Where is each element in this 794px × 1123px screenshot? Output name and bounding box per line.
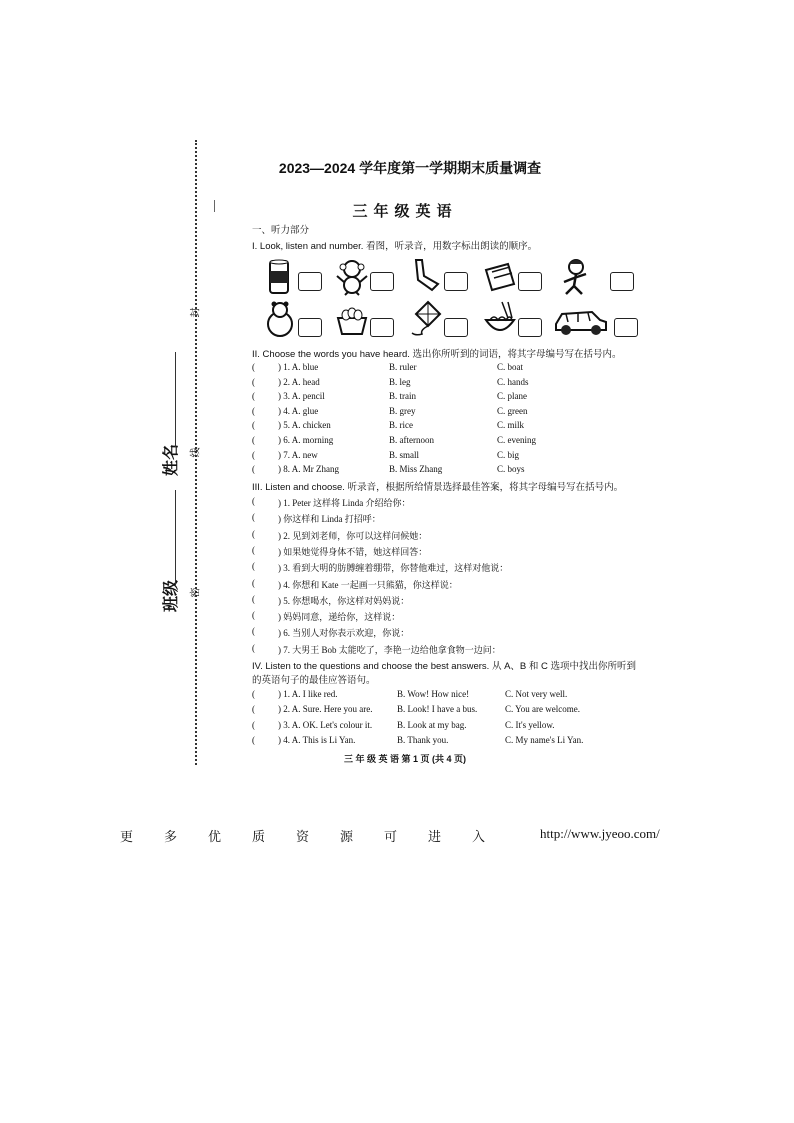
option-c: C. hands xyxy=(497,376,529,387)
part3-heading: III. Listen and choose. 听录音，根据所给情景选择最佳答案，将其字母编号写在括号内。 xyxy=(252,482,624,493)
option-b: B. Look! I have a bus. xyxy=(397,704,478,715)
option-b: B. Look at my bag. xyxy=(397,719,467,730)
answer-bracket[interactable]: ( xyxy=(252,577,255,588)
answer-bracket[interactable]: ( xyxy=(252,405,255,416)
situation-row xyxy=(252,643,632,657)
situation-text: ) 如果她觉得身体不错，她这样回答： xyxy=(278,546,428,557)
situation-row xyxy=(252,496,632,510)
question-row xyxy=(252,735,632,749)
bear-icon xyxy=(262,300,298,338)
situation-text: ) 1. Peter 这样将 Linda 介绍给你： xyxy=(278,498,411,508)
option-b: B. rice xyxy=(389,420,413,431)
answer-bracket[interactable]: ( xyxy=(252,719,255,730)
option-a: ) 6. A. morning xyxy=(278,435,334,445)
question-row xyxy=(252,435,632,449)
situation-row xyxy=(252,529,632,543)
situation-row xyxy=(252,594,632,608)
option-b: B. afternoon xyxy=(389,435,434,445)
option-c: C. It's yellow. xyxy=(505,719,555,730)
answer-bracket[interactable]: ( xyxy=(252,544,255,555)
part4-heading-line1: IV. Listen to the questions and choose the best answers. 从 A、B 和 C 选项中找出你所听到 xyxy=(252,661,637,672)
answer-bracket[interactable]: ( xyxy=(252,704,255,715)
question-row xyxy=(252,377,632,391)
promo-text: 更多优质资源可进入 xyxy=(120,829,517,844)
question-row xyxy=(252,720,632,734)
option-c: C. You are welcome. xyxy=(505,704,580,715)
page-footer: 三 年 级 英 语 第 1 页 (共 4 页) xyxy=(343,754,466,764)
answer-box[interactable] xyxy=(298,318,322,337)
answer-box[interactable] xyxy=(614,318,638,337)
situation-text: ) 7. 大男王 Bob 太能吃了，李艳一边给他拿食物一边问： xyxy=(278,644,501,655)
option-c: C. Not very well. xyxy=(505,689,568,699)
question-row xyxy=(252,464,632,478)
option-a: ) 1. A. blue xyxy=(278,362,319,372)
answer-bracket[interactable]: ( xyxy=(252,626,255,637)
option-b: B. Wow! How nice! xyxy=(397,689,470,699)
option-a: ) 2. A. head xyxy=(278,376,320,387)
arm-icon xyxy=(408,258,444,296)
option-a: ) 1. A. I like red. xyxy=(278,689,338,699)
picture-row-2 xyxy=(262,300,642,342)
answer-bracket[interactable]: ( xyxy=(252,528,255,539)
answer-box[interactable] xyxy=(444,318,468,337)
option-a: ) 4. A. This is Li Yan. xyxy=(278,734,356,745)
situation-text: ) 3. 看到大明的肪膊缠着绷带，你替他难过，这样对他说： xyxy=(278,563,509,574)
option-b: B. Miss Zhang xyxy=(389,464,443,475)
option-b: B. train xyxy=(389,391,416,402)
option-c: C. green xyxy=(497,405,528,416)
noodles-icon xyxy=(482,300,518,338)
promo-line xyxy=(120,826,680,845)
situation-text: ) 4. 你想和 Kate 一起画一只熊猫，你这样说： xyxy=(278,579,458,590)
pencil-box-icon xyxy=(482,258,518,296)
answer-box[interactable] xyxy=(370,272,394,291)
exam-subtitle: 三年级英语 xyxy=(352,204,458,220)
answer-box[interactable] xyxy=(518,318,542,337)
class-write-line xyxy=(175,490,176,585)
cola-can-icon xyxy=(262,258,298,296)
class-label: 班级 xyxy=(163,579,180,612)
answer-bracket[interactable]: ( xyxy=(252,391,255,402)
situation-text: ) 6. 当别人对你表示欢迎，你说： xyxy=(278,628,410,639)
option-a: ) 8. A. Mr Zhang xyxy=(278,464,339,475)
egg-basket-icon xyxy=(334,300,370,338)
kite-icon xyxy=(408,300,444,338)
answer-box[interactable] xyxy=(298,272,322,291)
line-mark: 线 xyxy=(190,447,202,458)
top-mark: 封 xyxy=(190,307,202,318)
promo-url[interactable]: http://www.jyeoo.com/ xyxy=(540,826,660,841)
answer-bracket[interactable]: ( xyxy=(252,496,255,506)
option-c: C. big xyxy=(497,449,520,460)
question-row xyxy=(252,420,632,434)
question-row xyxy=(252,362,632,376)
situation-row xyxy=(252,578,632,592)
situation-text: ) 妈妈同意，递给你，这样说： xyxy=(278,612,401,623)
answer-bracket[interactable]: ( xyxy=(252,376,255,387)
option-a: ) 2. A. Sure. Here you are. xyxy=(278,704,373,715)
exam-title: 2023—2024 学年度第一学期期末质量调查 xyxy=(278,160,542,176)
answer-bracket[interactable]: ( xyxy=(252,420,255,431)
option-c: C. plane xyxy=(497,391,527,402)
answer-bracket[interactable]: ( xyxy=(252,734,255,745)
situation-row xyxy=(252,610,632,624)
situation-row xyxy=(252,545,632,559)
situation-row xyxy=(252,561,632,575)
answer-bracket[interactable]: ( xyxy=(252,464,255,475)
part2-heading: II. Choose the words you have heard. 选出你所听到的词语，将其字母编号写在括号内。 xyxy=(252,349,622,360)
question-row xyxy=(252,704,632,718)
option-a: ) 4. A. glue xyxy=(278,405,319,416)
name-write-line xyxy=(175,352,176,447)
picture-row-1 xyxy=(262,258,642,300)
part1-heading: I. Look, listen and number. 看图，听录音，用数字标出朗读的顺序。 xyxy=(252,241,538,252)
monkey-icon xyxy=(334,258,370,296)
option-c: C. boat xyxy=(497,362,523,372)
question-row xyxy=(252,689,632,703)
question-row xyxy=(252,406,632,420)
situation-text: ) 你这样和 Linda 打招呼： xyxy=(278,514,381,525)
part4-heading-line2: 的英语句子的最佳应答语句。 xyxy=(252,675,376,686)
answer-box[interactable] xyxy=(610,272,634,291)
boy-running-icon xyxy=(556,258,598,296)
name-label: 姓名 xyxy=(163,443,180,476)
question-row xyxy=(252,391,632,405)
situation-text: ) 2. 见到刘老师，你可以这样问候她： xyxy=(278,530,428,541)
option-c: C. evening xyxy=(497,435,536,445)
answer-box[interactable] xyxy=(444,272,468,291)
situation-text: ) 5. 你想喝水，你这样对妈妈说： xyxy=(278,595,410,606)
situation-row xyxy=(252,626,632,640)
answer-bracket[interactable]: ( xyxy=(252,642,255,653)
answer-bracket[interactable]: ( xyxy=(252,435,255,445)
option-a: ) 3. A. OK. Let's colour it. xyxy=(278,719,373,730)
option-c: C. milk xyxy=(497,420,525,431)
option-b: B. grey xyxy=(389,405,416,416)
option-b: B. Thank you. xyxy=(397,734,449,745)
answer-bracket[interactable]: ( xyxy=(252,561,255,572)
answer-bracket[interactable]: ( xyxy=(252,593,255,604)
question-row xyxy=(252,450,632,464)
answer-bracket[interactable]: ( xyxy=(252,610,255,621)
answer-box[interactable] xyxy=(518,272,542,291)
option-c: C. boys xyxy=(497,464,525,475)
option-b: B. ruler xyxy=(389,362,417,372)
option-a: ) 3. A. pencil xyxy=(278,391,325,402)
answer-box[interactable] xyxy=(370,318,394,337)
answer-bracket[interactable]: ( xyxy=(252,512,255,523)
listening-section-title: 一、听力部分 xyxy=(252,225,310,236)
answer-bracket[interactable]: ( xyxy=(252,362,255,372)
answer-bracket[interactable]: ( xyxy=(252,689,255,699)
option-c: C. My name's Li Yan. xyxy=(505,734,584,745)
option-b: B. small xyxy=(389,449,420,460)
seal-mark: 密 xyxy=(190,587,202,598)
option-a: ) 7. A. new xyxy=(278,449,318,460)
answer-bracket[interactable]: ( xyxy=(252,449,255,460)
situation-row xyxy=(252,512,632,526)
car-icon xyxy=(552,300,608,338)
option-a: ) 5. A. chicken xyxy=(278,420,331,431)
option-b: B. leg xyxy=(389,376,411,387)
